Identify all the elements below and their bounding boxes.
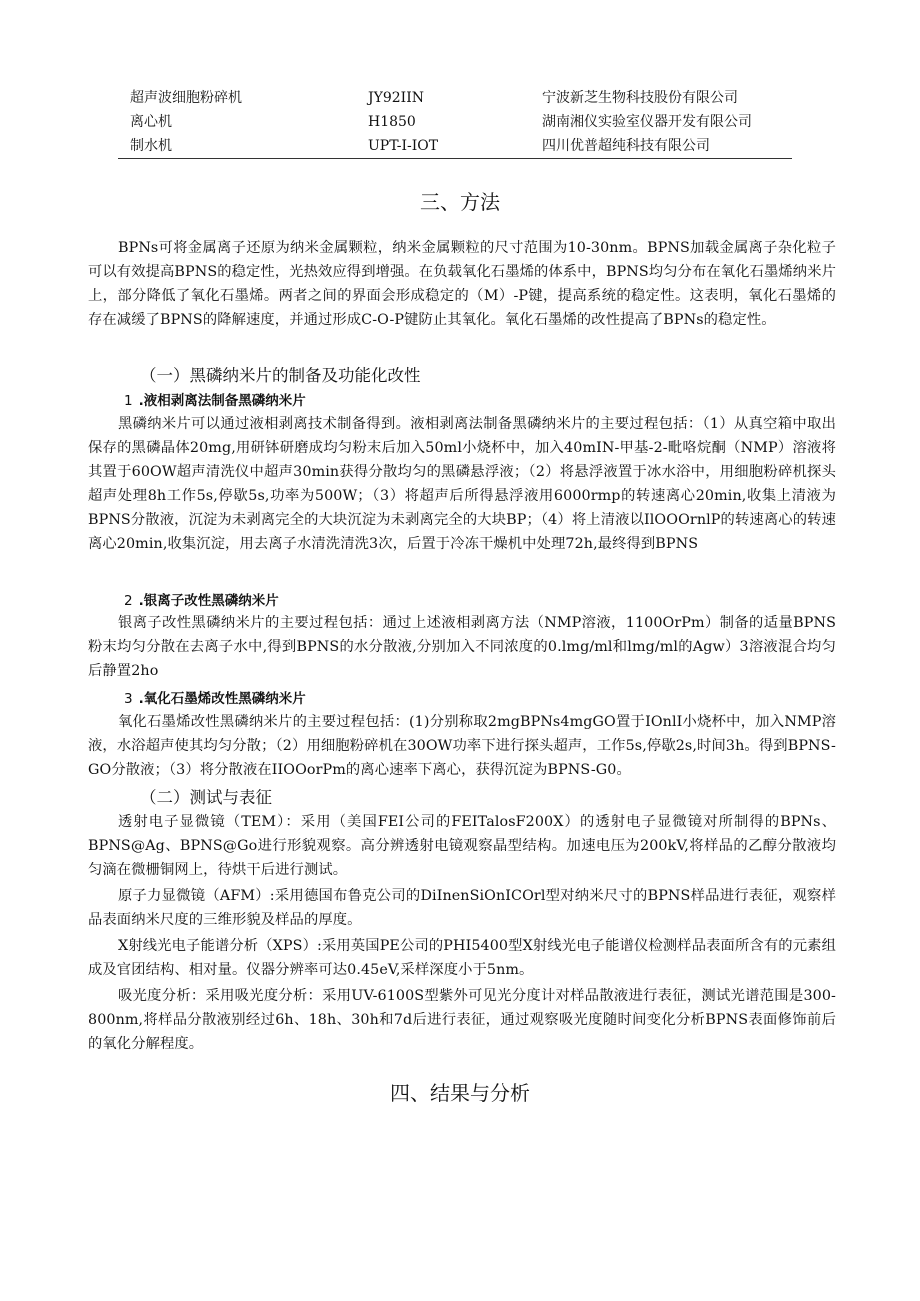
- item-heading-liquid-exfoliation: [124, 389, 306, 409]
- equipment-model: JY92IIN: [368, 90, 424, 106]
- item-heading-silver-modification: [124, 589, 279, 609]
- tem-paragraph: 透射电子显微镜（TEM）：采用（美国FEI公司的FEITalosF200X）的透射电子显微镜对所制得的BPNs、BPNS@Ag、BPNS@Go进行形貌观察。高分辨透射电镜观察晶型结构。加速电压为200kV,将样品的乙醇分散液均匀滴在微栅铜网上，待烘干后进行测试。: [88, 814, 836, 878]
- equipment-maker: 湖南湘仪实验室仪器开发有限公司: [542, 114, 752, 130]
- xps-paragraph: X射线光电子能谱分析（XPS）:采用英国PE公司的PHI5400型X射线光电子能谱仪检测样品表面所含有的元素组成及官团结构、相对量。仪器分辨率可达0.45eV,采样深度小于5nm。: [88, 938, 836, 978]
- equipment-maker: 宁波新芝生物科技股份有限公司: [542, 90, 738, 106]
- table-row: [118, 86, 792, 110]
- equipment-model: H1850: [368, 114, 416, 130]
- table-row: [118, 134, 792, 158]
- subsection-title-preparation: （一）黑磷纳米片的制备及功能化改性: [140, 366, 421, 385]
- equipment-maker: 四川优普超纯科技有限公司: [542, 138, 710, 154]
- subsection-title-characterization: （二）测试与表征: [140, 788, 272, 807]
- item-number: 1: [124, 393, 133, 409]
- equipment-table: [118, 86, 792, 159]
- equipment-name: 离心机: [130, 114, 172, 130]
- item-number: 2: [124, 593, 133, 609]
- item-title: .氧化石墨烯改性黑磷纳米片: [138, 691, 306, 707]
- absorbance-paragraph: 吸光度分析：采用吸光度分析：采用UV-6100S型紫外可见光分度计对样品散液进行表征，测试光谱范围是300-800nm,将样品分散液别经过6h、18h、30h和7d后进行表征，通过观察吸光度随时间变化分析BPNS表面修饰前后的氧化分解程度。: [88, 988, 836, 1052]
- methods-intro-paragraph: BPNs可将金属离子还原为纳米金属颗粒，纳米金属颗粒的尺寸范围为10-30nm。BPNS加载金属离子杂化粒子可以有效提高BPNS的稳定性，光热效应得到增强。在负载氧化石墨烯的体系中，BPNS均匀分布在氧化石墨烯纳米片上，部分降低了氧化石墨烯。两者之间的界面会形成稳定的（M）-P键，提高系统的稳定性。这表明，氧化石墨烯的存在减缓了BPNS的降解速度，并通过形成C-O-P键防止其氧化。氧化石墨烯的改性提高了BPNs的稳定性。: [88, 240, 836, 328]
- section-title-results: 四、结果与分析: [390, 1081, 530, 1105]
- graphene-oxide-modification-paragraph: 氧化石墨烯改性黑磷纳米片的主要过程包括：(1)分别称取2mgBPNs4mgGO置于IOnlI小烧杯中，加入NMP溶液，水浴超声使其均匀分散；（2）用细胞粉碎机在30OW功率下进行探头超声，工作5s,停歇2s,时间3h。得到BPNS-GO分散液；（3）将分散液在IIOOorPm的离心速率下离心，获得沉淀为BPNS-G0。: [88, 714, 836, 778]
- item-number: 3: [124, 691, 133, 707]
- section-title-methods: 三、方法: [420, 190, 500, 214]
- silver-modification-paragraph: 银离子改性黑磷纳米片的主要过程包括：通过上述液相剥离方法（NMP溶液，1100OrPm）制备的适量BPNS粉末均匀分散在去离子水中,得到BPNS的水分散液,分别加入不同浓度的0.lmg/ml和lmg/ml的Agw）3溶液混合均匀后静置2ho: [88, 615, 836, 679]
- liquid-exfoliation-paragraph: 黑磷纳米片可以通过液相剥离技术制备得到。液相剥离法制备黑磷纳米片的主要过程包括：（1）从真空箱中取出保存的黑磷晶体20mg,用研钵研磨成均匀粉末后加入50ml小烧杯中，加入40mIN-甲基-2-毗咯烷酮（NMP）溶液将其置于60OW超声清洗仪中超声30min获得分散均匀的黑磷悬浮液；（2）将悬浮液置于冰水浴中，用细胞粉碎机探头超声处理8h工作5s,停歇5s,功率为500W；（3）将超声后所得悬浮液用6000rmp的转速离心20min,收集上清液为BPNS分散液，沉淀为未剥离完全的大块沉淀为未剥离完全的大块BP；（4）将上清液以IlOOOrnlP的转速离心的转速离心20min,收集沉淀，用去离子水清洗清洗3次，后置于冷冻干燥机中处理72h,最终得到BPNS: [88, 416, 836, 552]
- equipment-name: 超声波细胞粉碎机: [130, 90, 242, 106]
- equipment-name: 制水机: [130, 138, 172, 154]
- afm-paragraph: 原子力显微镜（AFM）:采用德国布鲁克公司的DiInenSiOnICOrl型对纳米尺寸的BPNS样品进行表征，观察样品表面纳米尺度的三维形貌及样品的厚度。: [88, 888, 836, 928]
- table-row: [118, 110, 792, 134]
- item-title: .银离子改性黑磷纳米片: [138, 593, 279, 609]
- equipment-model: UPT-I-IOT: [368, 138, 439, 154]
- item-heading-graphene-oxide-modification: [124, 687, 306, 707]
- item-title: .液相剥离法制备黑磷纳米片: [138, 393, 306, 409]
